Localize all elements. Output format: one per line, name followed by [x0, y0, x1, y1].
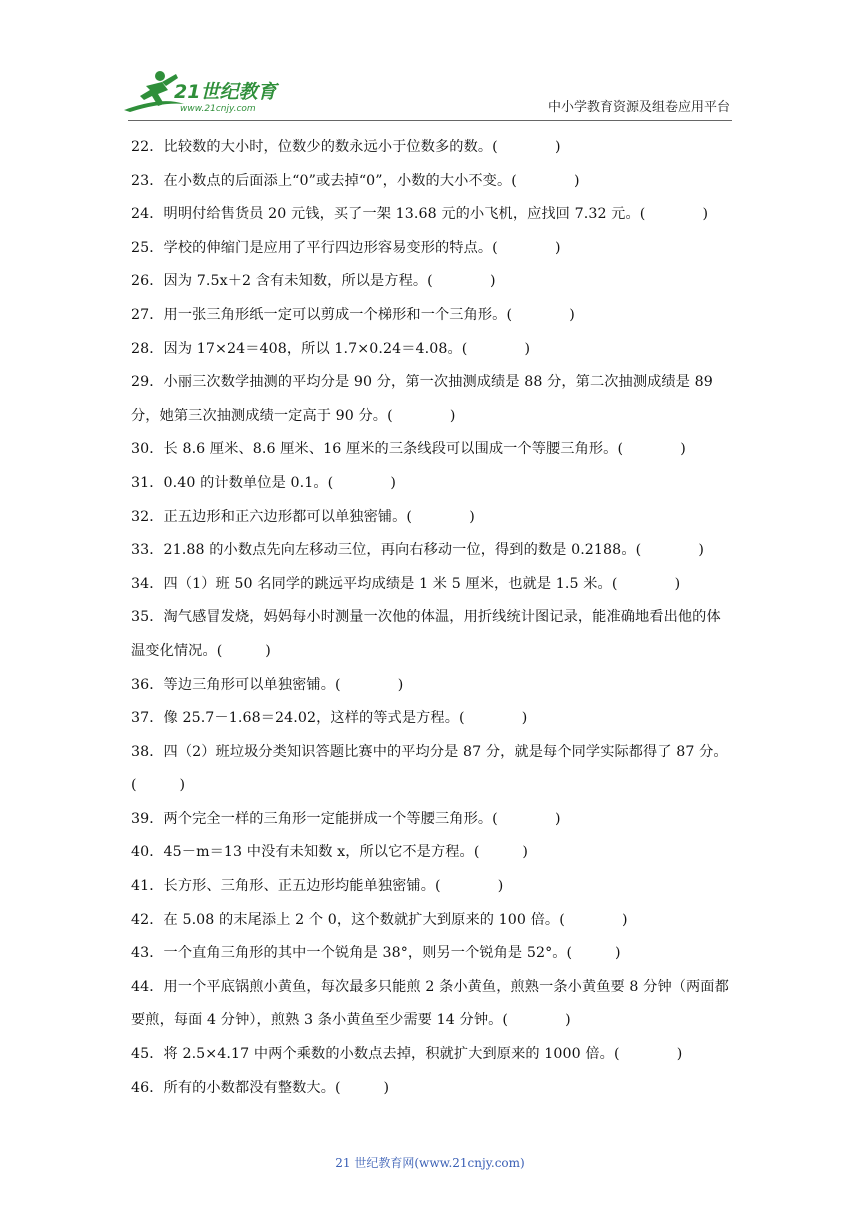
question-28: 28．因为 17×24＝408，所以 1.7×0.24＝4.08。( ) — [131, 340, 531, 357]
question-29: 29．小丽三次数学抽测的平均分是 90 分，第一次抽测成绩是 88 分，第二次抽测成绩是 89 分，她第三次抽测成绩一定高于 90 分。( ) — [131, 374, 713, 424]
question-22: 22．比较数的大小时，位数少的数永远小于位数多的数。( ) — [131, 139, 561, 155]
question-40: 40．45－m＝13 中没有未知数 x，所以它不是方程。( ) — [131, 844, 528, 861]
page-footer: 21 世纪教育网(www.21cnjy.com) — [335, 1156, 525, 1170]
question-25: 25．学校的伸缩门是应用了平行四边形容易变形的特点。( ) — [131, 239, 561, 256]
header-divider — [128, 120, 732, 121]
question-list — [131, 131, 731, 1105]
question-39: 39．两个完全一样的三角形一定能拼成一个等腰三角形。( ) — [131, 810, 561, 827]
question-31: 31．0.40 的计数单位是 0.1。( ) — [131, 474, 397, 491]
question-34: 34．四（1）班 50 名同学的跳远平均成绩是 1 米 5 厘米，也就是 1.5 米。( ) — [131, 575, 681, 592]
logo-text: 21世纪教育 — [174, 81, 277, 103]
question-41: 41．长方形、三角形、正五边形均能单独密铺。( ) — [131, 878, 504, 895]
question-37: 37．像 25.7－1.68＝24.02，这样的等式是方程。( ) — [131, 710, 528, 727]
logo-url: www.21cnjy.com — [180, 104, 256, 114]
page-header — [0, 0, 860, 120]
logo-runner-icon — [122, 66, 292, 118]
site-logo — [122, 66, 292, 118]
question-36: 36．等边三角形可以单独密铺。( ) — [131, 676, 404, 693]
question-35: 35．淘气感冒发烧，妈妈每小时测量一次他的体温，用折线统计图记录，能准确地看出他的体温变化情况。( ) — [131, 609, 721, 659]
question-44: 44．用一个平底锅煎小黄鱼，每次最多只能煎 2 条小黄鱼，煎熟一条小黄鱼要 8 分钟（两面都要煎，每面 4 分钟），煎熟 3 条小黄鱼至少需要 14 分钟。( ) — [131, 978, 729, 1029]
question-26: 26．因为 7.5x＋2 含有未知数，所以是方程。( ) — [131, 273, 496, 290]
question-43: 43．一个直角三角形的其中一个锐角是 38°，则另一个锐角是 52°。( ) — [131, 945, 621, 962]
question-27: 27．用一张三角形纸一定可以剪成一个梯形和一个三角形。( ) — [131, 306, 575, 323]
question-24: 24．明明付给售货员 20 元钱，买了一架 13.68 元的小飞机，应找回 7.32 元。( ) — [131, 206, 709, 223]
question-38: 38．四（2）班垃圾分类知识答题比赛中的平均分是 87 分，就是每个同学实际都得了 87 分。( ) — [131, 743, 728, 794]
platform-name: 中小学教育资源及组卷应用平台 — [547, 100, 730, 115]
question-45: 45．将 2.5×4.17 中两个乘数的小数点去掉，积就扩大到原来的 1000 倍。( ) — [131, 1046, 683, 1063]
question-46: 46．所有的小数都没有整数大。( ) — [131, 1079, 390, 1096]
question-32: 32．正五边形和正六边形都可以单独密铺。( ) — [131, 508, 475, 525]
question-30: 30．长 8.6 厘米、8.6 厘米、16 厘米的三条线段可以围成一个等腰三角形。( ) — [131, 441, 686, 458]
question-23: 23．在小数点的后面添上“0”或去掉“0”，小数的大小不变。( ) — [131, 172, 580, 189]
question-42: 42．在 5.08 的末尾添上 2 个 0，这个数就扩大到原来的 100 倍。( ) — [131, 911, 628, 928]
question-33: 33．21.88 的小数点先向左移动三位，再向右移动一位，得到的数是 0.2188。( ) — [131, 542, 705, 559]
